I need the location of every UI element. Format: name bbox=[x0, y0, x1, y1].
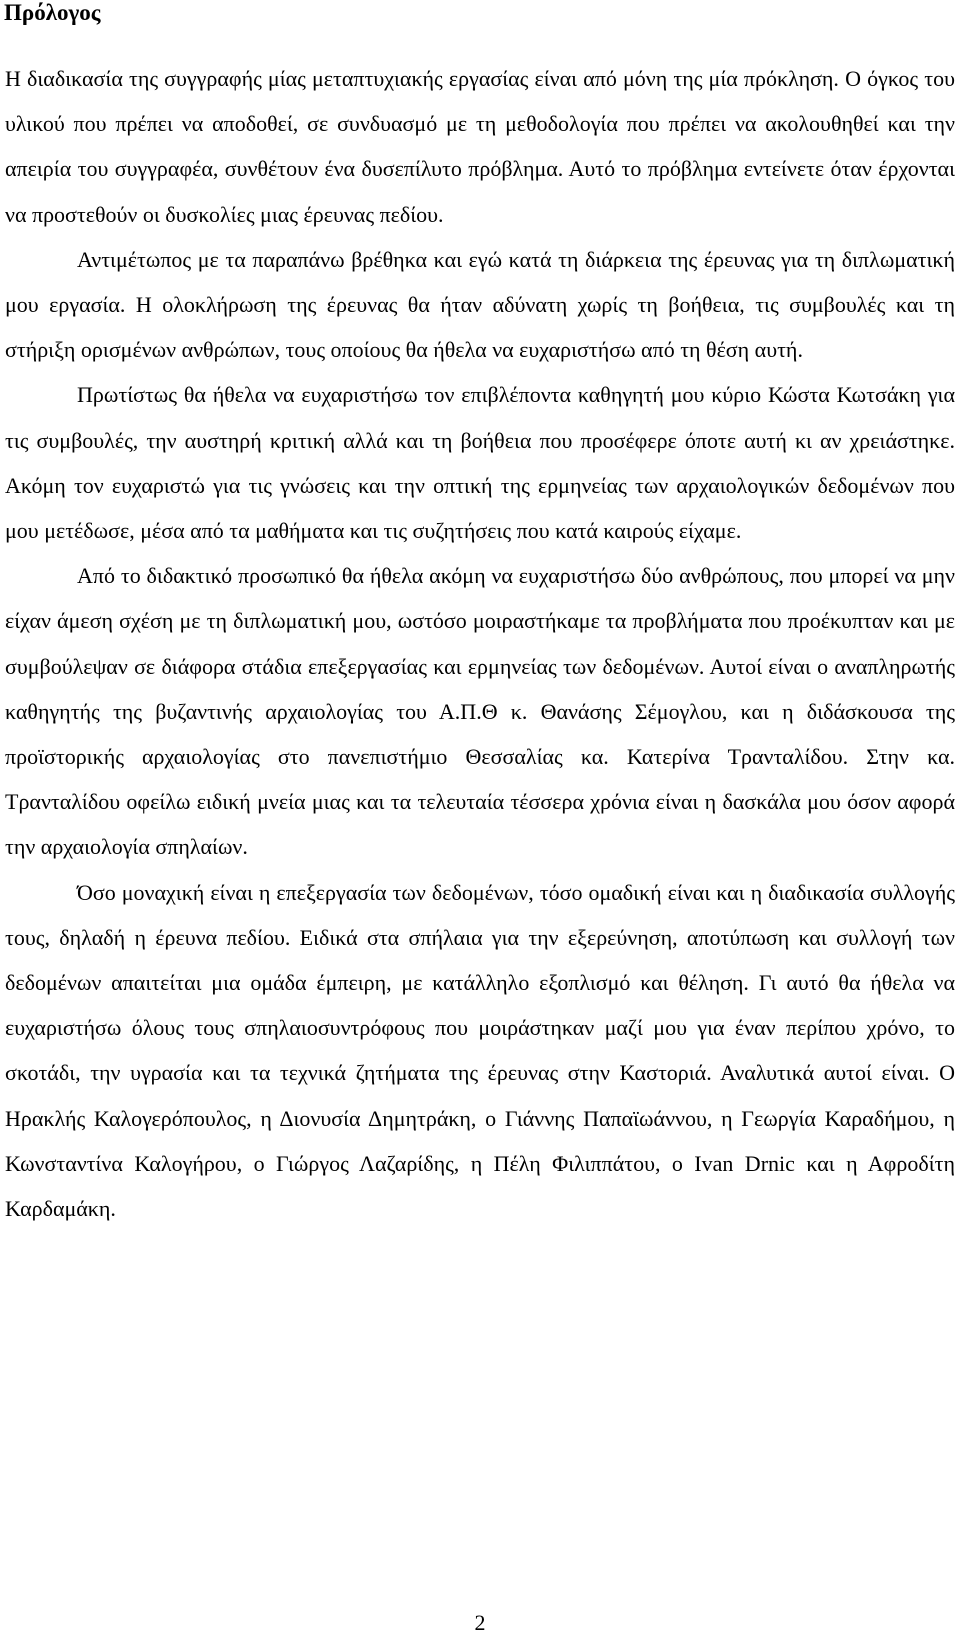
paragraph-1: Η διαδικασία της συγγραφής μίας μεταπτυχιακής εργασίας είναι από μόνη της μία πρόκληση. Ο όγκος του υλικού που πρέπει να αποδοθεί, σε συνδυασμό με τη μεθοδολογία που πρέπει να ακολουθηθεί και την απειρία του συγγραφέα, συνθέτουν ένα δυσεπίλυτο πρόβλημα. Αυτό το πρόβλημα εντείνετε όταν έρχονται να προστεθούν οι δυσκολίες μιας έρευνας πεδίου. bbox=[5, 66, 955, 227]
paragraph-3: Πρωτίστως θα ήθελα να ευχαριστήσω τον επιβλέποντα καθηγητή μου κύριο Κώστα Κωτσάκη για τις συμβουλές, την αυστηρή κριτική αλλά και τη βοήθεια που προσέφερε όποτε αυτή κι αν χρειάστηκε. Ακόμη τον ευχαριστώ για τις γνώσεις και την οπτική της ερμηνείας των αρχαιολογικών δεδομένων που μου μετέδωσε, μέσα από τα μαθήματα και τις συζητήσεις που κατά καιρούς είχαμε. bbox=[5, 382, 955, 544]
page-number: 2 bbox=[474, 1610, 486, 1635]
document-body bbox=[5, 56, 955, 1231]
paragraph-4: Από το διδακτικό προσωπικό θα ήθελα ακόμη να ευχαριστήσω δύο ανθρώπους, που μπορεί να μην είχαν άμεση σχέση με τη διπλωματική μου, ωστόσο μοιραστήκαμε τα προβλήματα που προέκυπταν και με συμβούλεψαν σε διάφορα στάδια επεξεργασίας και ερμηνείας των δεδομένων. Αυτοί είναι ο αναπληρωτής καθηγητής της βυζαντινής αρχαιολογίας του Α.Π.Θ κ. Θανάσης Σέμογλου, και η διδάσκουσα της προϊστορικής αρχαιολογίας στο πανεπιστήμιο Θεσσαλίας κα. Κατερίνα Τρανταλίδου. Στην κα. Τρανταλίδου οφείλω ειδική μνεία μιας και τα τελευταία τέσσερα χρόνια είναι η δασκάλα μου όσον αφορά την αρχαιολογία σπηλαίων. bbox=[5, 563, 955, 860]
paragraph-2: Αντιμέτωπος με τα παραπάνω βρέθηκα και εγώ κατά τη διάρκεια της έρευνας για τη διπλωματική μου εργασία. Η ολοκλήρωση της έρευνας θα ήταν αδύνατη χωρίς τη βοήθεια, τις συμβουλές και τη στήριξη ορισμένων ανθρώπων, τους οποίους θα ήθελα να ευχαριστήσω από τη θέση αυτή. bbox=[5, 246, 955, 363]
paragraph-5: Όσο μοναχική είναι η επεξεργασία των δεδομένων, τόσο ομαδική είναι και η διαδικασία συλλογής τους, δηλαδή η έρευνα πεδίου. Ειδικά στα σπήλαια για την εξερεύνηση, αποτύπωση και συλλογή των δεδομένων απαιτείται μια ομάδα έμπειρη, με κατάλληλο εξοπλισμό και θέληση. Γι αυτό θα ήθελα να ευχαριστήσω όλους τους σπηλαιοσυντρόφους που μοιράστηκαν μαζί μου για έναν περίπου χρόνο, το σκοτάδι, την υγρασία και τα τεχνικά ζητήματα της έρευνας στην Καστοριά. Αναλυτικά αυτοί είναι. Ο Ηρακλής Καλογερόπουλος, η Διονυσία Δημητράκη, ο Γιάννης Παπαϊωάννου, η Γεωργία Καραδήμου, η Κωνσταντίνα Καλογήρου, ο Γιώργος Λαζαρίδης, η Πέλη Φιλιππάτου, ο Ivan Drnic και η Αφροδίτη Καρδαμάκη. bbox=[5, 879, 955, 1222]
page-title: Πρόλογος bbox=[4, 0, 101, 25]
